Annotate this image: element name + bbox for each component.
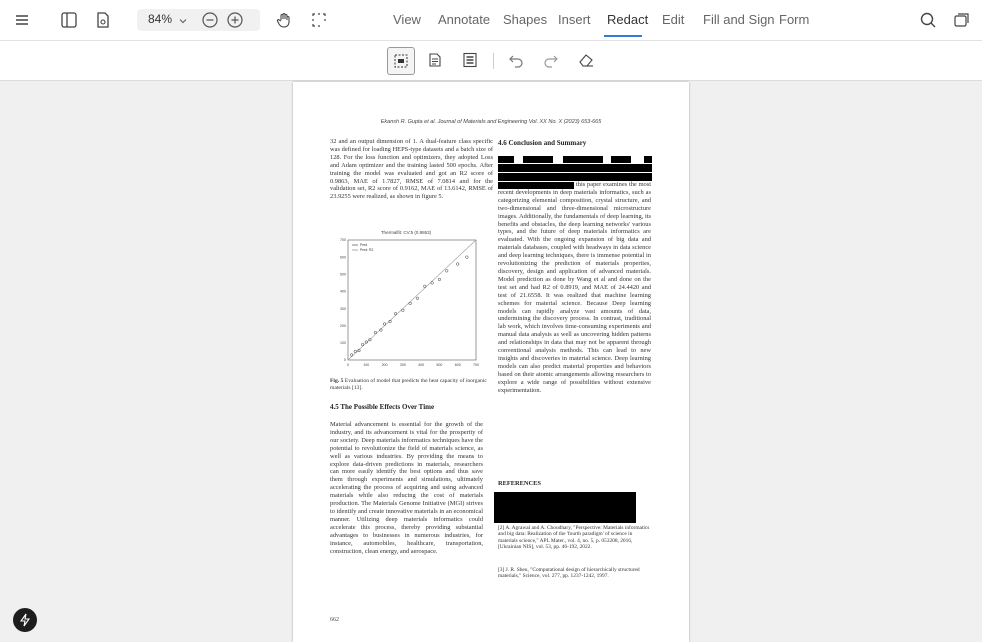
redaction-mark[interactable]	[644, 156, 652, 163]
references-title: REFERENCES	[498, 480, 541, 487]
redaction-mark[interactable]	[494, 492, 636, 523]
legend-label: Pred	[360, 243, 368, 248]
undo-icon[interactable]	[503, 47, 529, 73]
ai-assistant-button[interactable]	[13, 608, 37, 632]
x-tick-label: 400	[418, 363, 425, 367]
tab-redact[interactable]: Redact	[607, 12, 649, 27]
page-settings-icon[interactable]	[91, 8, 115, 32]
pdf-page	[293, 82, 689, 642]
reference-item: [3] J. R. Sheu, "Computational design of hierarchically structured materials," Science, vol. 277, pp. 1237-1242, 1997.	[498, 567, 640, 580]
redaction-mark[interactable]	[498, 164, 652, 172]
x-tick-label: 300	[399, 363, 406, 367]
zoom-value[interactable]: 84%	[148, 12, 173, 26]
legend-label: Pred: R2	[360, 248, 374, 253]
figure-caption	[330, 378, 493, 392]
tab-insert[interactable]: Insert	[558, 12, 591, 27]
reference-item: [2] A. Agrawal and A. Choudhary, "Perspective: Materials informatics and big data: Realization of the 'fourth paradigm' of science in materials science," APL Mater., vol. 4, no. 5, p. 053208, 2016, [Ukrainian NIS], vol. 53, pp. 46-192, 2022.	[498, 525, 650, 551]
toolbar-divider	[493, 53, 494, 69]
tab-view[interactable]: View	[393, 12, 421, 27]
tab-shapes[interactable]: Shapes	[503, 12, 548, 27]
redaction-mark[interactable]	[498, 173, 652, 181]
section-4-5-title: 4.5 The Possible Effects Over Time	[330, 403, 435, 411]
x-tick-label: 600	[454, 363, 461, 367]
redaction-mark[interactable]	[563, 156, 603, 163]
x-tick-label: 500	[436, 363, 443, 367]
sparkle-icon	[18, 613, 32, 627]
y-tick-label: 100	[340, 341, 346, 346]
tab-edit[interactable]: Edit	[662, 12, 685, 27]
search-icon[interactable]	[916, 8, 940, 32]
x-tick-label: 700	[473, 363, 479, 367]
hand-tool-icon[interactable]	[272, 8, 296, 32]
redaction-mark[interactable]	[611, 156, 631, 163]
y-tick-label: 200	[340, 323, 346, 328]
mark-area-icon[interactable]	[387, 47, 415, 75]
left-column-body: Material advancement is essential for the growth of the industry, and its advancement is vital for the prosperity of our society. Deep materials informatics techniques have the potential to revolutionize the field of materials science, as well as various industries. By providing the means to explore data-driven predictions in materials, researchers can more easily identify the best options and thus save them through experiments and simulations, ultimately accelerating the process of acquiring and using advanced materials while also reducing the cost of materials production. The Materials Genome Initiative (MGI) strives to identify and create innovative materials in an economical manner. Utilizing deep materials informatics could accelerate this process, thereby providing substantial advantages to businesses in numerous industries, for instance, automobiles, healthcare, transportation, construction, clean energy, and aerospace.	[330, 421, 483, 555]
redaction-mark[interactable]	[523, 156, 553, 163]
figure-caption-label: Fig. 5	[330, 378, 344, 384]
y-tick-label: 300	[340, 306, 346, 311]
chart-plot	[330, 236, 482, 382]
tab-fill-and-sign[interactable]: Fill and Sign	[703, 12, 775, 27]
zoom-control	[137, 9, 260, 31]
eraser-icon[interactable]	[573, 47, 599, 73]
marquee-select-icon[interactable]	[307, 8, 331, 32]
x-tick-label: 200	[381, 363, 388, 367]
redaction-mark[interactable]	[498, 156, 514, 163]
redact-pages-icon[interactable]	[457, 47, 483, 73]
y-tick-label: 600	[340, 255, 346, 260]
figure-5	[330, 230, 482, 378]
redact-toolbar	[0, 41, 982, 81]
y-tick-label: 700	[340, 238, 346, 243]
chart-title: Thermalfit: CV:5 (0.9863)	[380, 230, 432, 235]
top-toolbar	[0, 0, 982, 41]
tab-form[interactable]: Form	[779, 12, 810, 27]
window-icon[interactable]	[950, 8, 974, 32]
menu-icon[interactable]	[10, 8, 34, 32]
tab-annotate[interactable]: Annotate	[438, 12, 491, 27]
active-tab-indicator	[604, 35, 642, 37]
running-header: Ekansh R. Gupta et al. Journal of Materials and Engineering Vol. XX No. X (2023) 653-665	[380, 119, 602, 125]
sidebar-panel-icon[interactable]	[57, 8, 81, 32]
zoom-out-icon[interactable]	[201, 11, 219, 34]
y-tick-label: 400	[340, 289, 346, 294]
y-tick-label: 500	[340, 272, 346, 277]
section-4-6-title: 4.6 Conclusion and Summary	[498, 139, 587, 147]
y-tick-label: 0	[344, 358, 346, 363]
mark-text-icon[interactable]	[422, 47, 448, 73]
redo-icon[interactable]	[538, 47, 564, 73]
left-column-intro: 32 and an output dimension of 1. A dual-feature class specific was defined for loading HEPS-type datasets and a batch size of 128. For the loss function and optimizers, they adopted Loss and Adam optimizer and the training lasted 500 epochs. After training the model was evaluated and got an R2 score of 0.9863, MAE of 1.7827, RMSE of 7.0814 and for the validation set, R2 score of 0.9162, MAE of 13.6142, RMSE of 23.9255 were realized, as shown in figure 5.	[330, 138, 493, 201]
page-number: 662	[330, 617, 339, 623]
zoom-in-icon[interactable]	[226, 11, 244, 34]
chevron-down-icon[interactable]	[178, 13, 188, 31]
figure-caption-text: Evaluation of model that predicts the heat capacity of inorganic materials [13].	[330, 378, 487, 391]
right-column-body: this paper examines the most recent developments in deep materials informatics, such as categorizing elemental composition, crystal structure, and two-dimensional and three-dimensional microstructure images. Additionally, the fundamentals of deep learning, its benefits and obstacles, the deep learning networks' various types, and the future of deep materials informatics are evaluated. With the ongoing expansion of big data and materials databases, coupled with headways in data science and deep learning techniques, there is immense potential in revolutionizing the prediction of materials properties, discovery, design and application of advanced materials. Model prediction as done by Wang et al and done on the test set and had R2 of 0.8919, and MAE of 24.4420 and test of 21.6558. It was realized that machine learning schemes for material science. Because Deep learning models can rapidly analyze vast amounts of data, undermining the discovery process. In contrast, traditional lab work, which involves time-consuming experiments and manual data analysis as well as uncovering hidden patterns and relationships in data that may not be apparent through conventional analysis methods. This can lead to new insights and discoveries in material science. Deep learning models can also predict material properties and behaviors based on their atomic arrangements allowing researchers to explore a wide range of possibilities without extensive experimentation.	[498, 181, 651, 394]
x-tick-label: 0	[347, 363, 349, 367]
x-tick-label: 100	[363, 363, 370, 367]
